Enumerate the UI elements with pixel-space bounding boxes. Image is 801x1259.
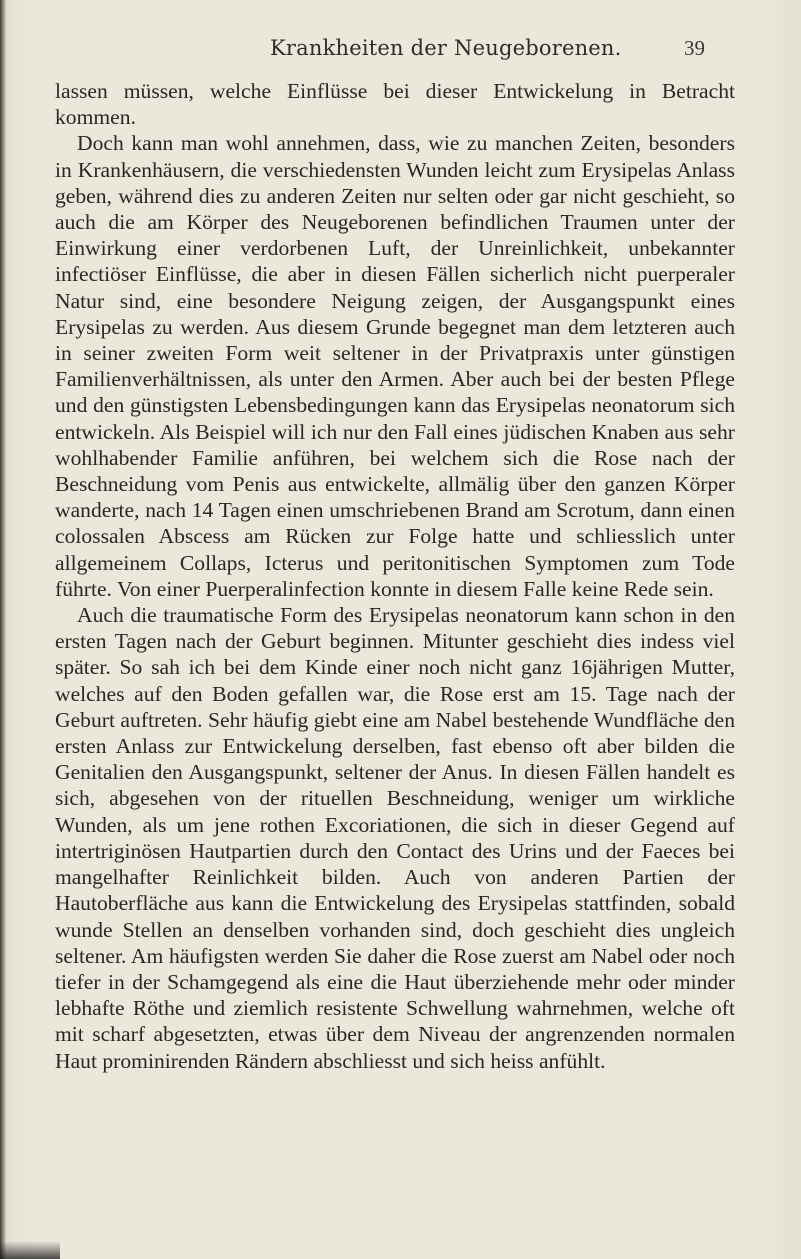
paragraph-continuation: lassen müssen, welche Einflüsse bei dieser Entwickelung in Betracht kommen. (55, 79, 735, 130)
paragraph: Auch die traumatische Form des Erysipelas neonatorum kann schon in den ersten Tagen nach der Geburt beginnen. Mitunter geschieht dies indess viel später. So sah ich bei dem Kinde einer noch nicht ganz 16jährigen Mutter, welches auf den Boden gefallen war, die Rose erst am 15. Tage nach der Geburt auftreten. Sehr häufig giebt eine am Nabel bestehende Wundfläche den ersten Anlass zur Entwickelung derselben, fast ebenso oft aber bilden die Genitalien den Ausgangspunkt, seltener der Anus. In diesen Fällen handelt es sich, abgesehen von der rituellen Beschneidung, weniger um wirkliche Wunden, als um jene rothen Excoriationen, die sich in dieser Gegend auf intertriginösen Hautpartien durch den Contact des Urins und der Faeces bei mangelhafter Reinlichkeit bilden. Auch von anderen Partien der Hautoberfläche aus kann die Entwickelung des Erysipelas stattfinden, sobald wunde Stellen an denselben vorhanden sind, doch geschieht dies ungleich seltener. Am häufigsten werden Sie daher die Rose zuerst am Nabel oder noch tiefer in der Schamgegend als eine die Haut überziehende mehr oder minder lebhafte Röthe und ziemlich resistente Schwellung wahrnehmen, welche oft mit scharf abgesetzten, etwas über dem Niveau der angrenzenden normalen Haut prominirenden Rändern abschliesst und sich heiss anfühlt. (55, 603, 735, 1073)
body-text (55, 78, 735, 1074)
page-number: 39 (684, 36, 705, 60)
paragraph: Doch kann man wohl annehmen, dass, wie zu manchen Zeiten, besonders in Krankenhäusern, die verschiedensten Wunden leicht zum Erysipelas Anlass geben, während dies zu anderen Zeiten nur selten oder gar nicht geschieht, so auch die am Körper des Neugeborenen befindlichen Traumen unter der Einwirkung einer verdorbenen Luft, der Unreinlichkeit, unbekannter infectiöser Einflüsse, die aber in diesen Fällen sicherlich nicht puerperaler Natur sind, eine besondere Neigung zeigen, der Ausgangspunkt eines Erysipelas zu werden. Aus diesem Grunde begegnet man dem letzteren auch in seiner zweiten Form weit seltener in der Privatpraxis unter günstigen Familienverhältnissen, als unter den Armen. Aber auch bei der besten Pflege und den günstigsten Lebensbedingungen kann das Erysipelas neonatorum sich entwickeln. Als Beispiel will ich nur den Fall eines jüdischen Knaben aus sehr wohlhabender Familie anführen, bei welchem sich die Rose nach der Beschneidung vom Penis aus entwickelte, allmälig über den ganzen Körper wanderte, nach 14 Tagen einen umschriebenen Brand am Scrotum, dann einen colossalen Abscess am Rücken zur Folge hatte und schliesslich unter allgemeinem Collaps, Icterus und peritonitischen Symptomen zum Tode führte. Von einer Puerperalinfection konnte in diesem Falle keine Rede sein. (55, 131, 735, 601)
running-header (0, 36, 801, 64)
page-corner-shadow (0, 1241, 60, 1259)
running-header-title: Krankheiten der Neugeborenen. (270, 36, 622, 60)
book-binding-edge (0, 0, 6, 1259)
